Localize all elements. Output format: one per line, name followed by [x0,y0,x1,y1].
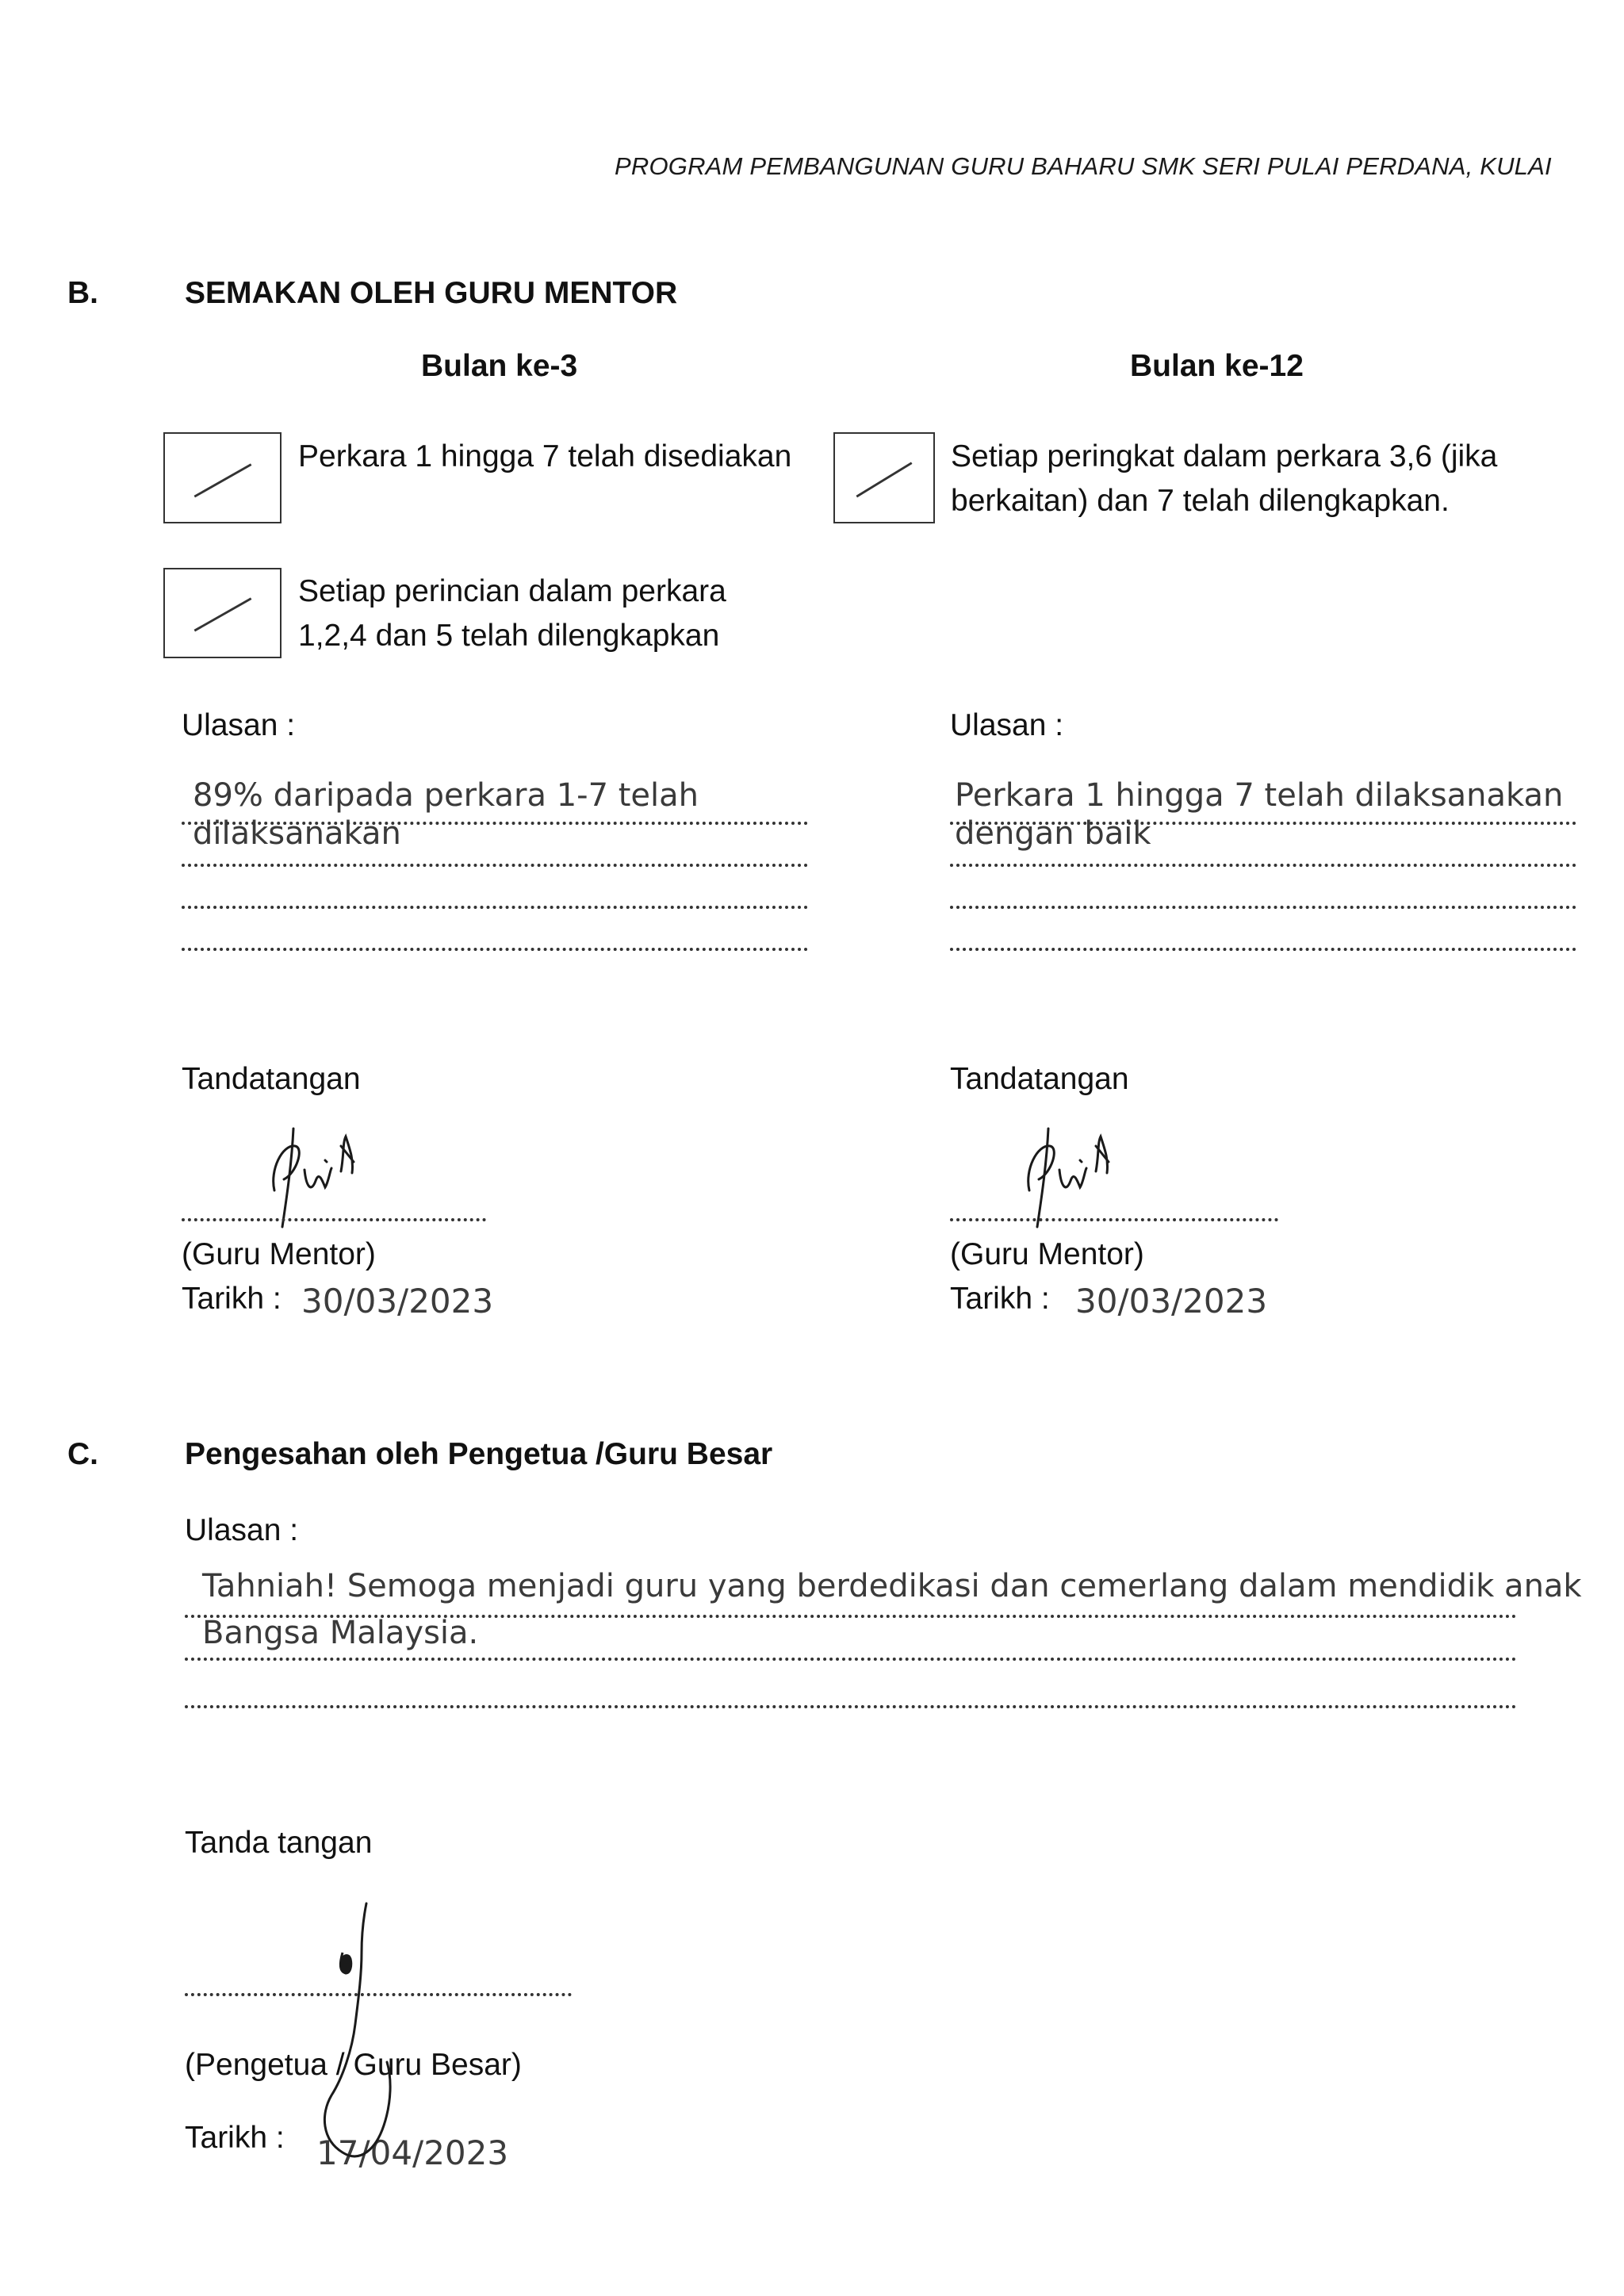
month3-date-value: 30/03/2023 [301,1282,494,1320]
section-c-letter: C. [67,1437,98,1471]
month12-review-dotted-line [950,822,1576,825]
tick-mark-icon [165,569,280,657]
month3-check-1-checkbox[interactable] [163,432,282,523]
month12-review-dotted-line [950,906,1576,909]
month12-date-label: Tarikh : [950,1282,1050,1316]
month12-review-dotted-line [950,948,1576,951]
month12-check-1-label-line1: Setiap peringkat dalam perkara 3,6 (jika [951,439,1498,473]
section-c-review-line1: Tahniah! Semoga menjadi guru yang berdedikasi dan cemerlang dalam mendidik anak [202,1568,1582,1604]
section-c-title: Pengesahan oleh Pengetua /Guru Besar [185,1437,773,1471]
month12-signature-label: Tandatangan [950,1062,1129,1096]
month12-review-label: Ulasan : [950,708,1064,742]
section-c-date-value: 17/04/2023 [316,2133,509,2172]
section-c-role: (Pengetua / Guru Besar) [185,2048,522,2082]
month3-review-line2: dilaksanakan [193,815,401,852]
month12-check-1-checkbox[interactable] [833,432,935,523]
section-b-letter: B. [67,276,98,310]
mentor-signature-image [252,1114,379,1233]
month12-date-value: 30/03/2023 [1075,1282,1268,1320]
month3-heading: Bulan ke-3 [421,349,578,383]
month12-heading: Bulan ke-12 [1130,349,1304,383]
month3-role: (Guru Mentor) [182,1237,376,1271]
tick-mark-icon [835,434,933,522]
mentor-signature-image [1007,1114,1134,1233]
month12-role: (Guru Mentor) [950,1237,1144,1271]
month12-signature-line [950,1218,1278,1221]
section-c-review-label: Ulasan : [185,1513,299,1547]
tick-mark-icon [165,434,280,522]
section-c-date-label: Tarikh : [185,2121,285,2155]
section-c-signature-label: Tanda tangan [185,1826,373,1860]
month3-date-label: Tarikh : [182,1282,282,1316]
month3-review-line1: 89% daripada perkara 1-7 telah [193,777,699,814]
month12-check-1-label-line2: berkaitan) dan 7 telah dilengkapkan. [951,484,1450,518]
month3-review-dotted-line [182,906,808,909]
month3-review-label: Ulasan : [182,708,296,742]
month12-review-line1: Perkara 1 hingga 7 telah dilaksanakan [955,777,1564,814]
month3-check-2-label-line2: 1,2,4 dan 5 telah dilengkapkan [298,619,720,653]
program-header: PROGRAM PEMBANGUNAN GURU BAHARU SMK SERI PULAI PERDANA, KULAI [615,152,1552,180]
month3-review-dotted-line [182,948,808,951]
section-c-review-dotted-line [185,1615,1517,1618]
section-c-review-line2: Bangsa Malaysia. [202,1615,479,1651]
month3-signature-label: Tandatangan [182,1062,361,1096]
month3-check-2-label-line1: Setiap perincian dalam perkara [298,574,726,608]
month3-check-2-checkbox[interactable] [163,568,282,658]
section-c-review-dotted-line [185,1658,1517,1661]
month12-review-line2: dengan baik [955,815,1151,852]
section-c-review-dotted-line [185,1705,1517,1708]
month3-review-dotted-line [182,864,808,867]
principal-signature-image [293,1888,452,2173]
month12-review-dotted-line [950,864,1576,867]
month3-review-dotted-line [182,822,808,825]
month3-check-1-label: Perkara 1 hingga 7 telah disediakan [298,439,792,473]
section-b-title: SEMAKAN OLEH GURU MENTOR [185,276,678,310]
month3-signature-line [182,1218,486,1221]
